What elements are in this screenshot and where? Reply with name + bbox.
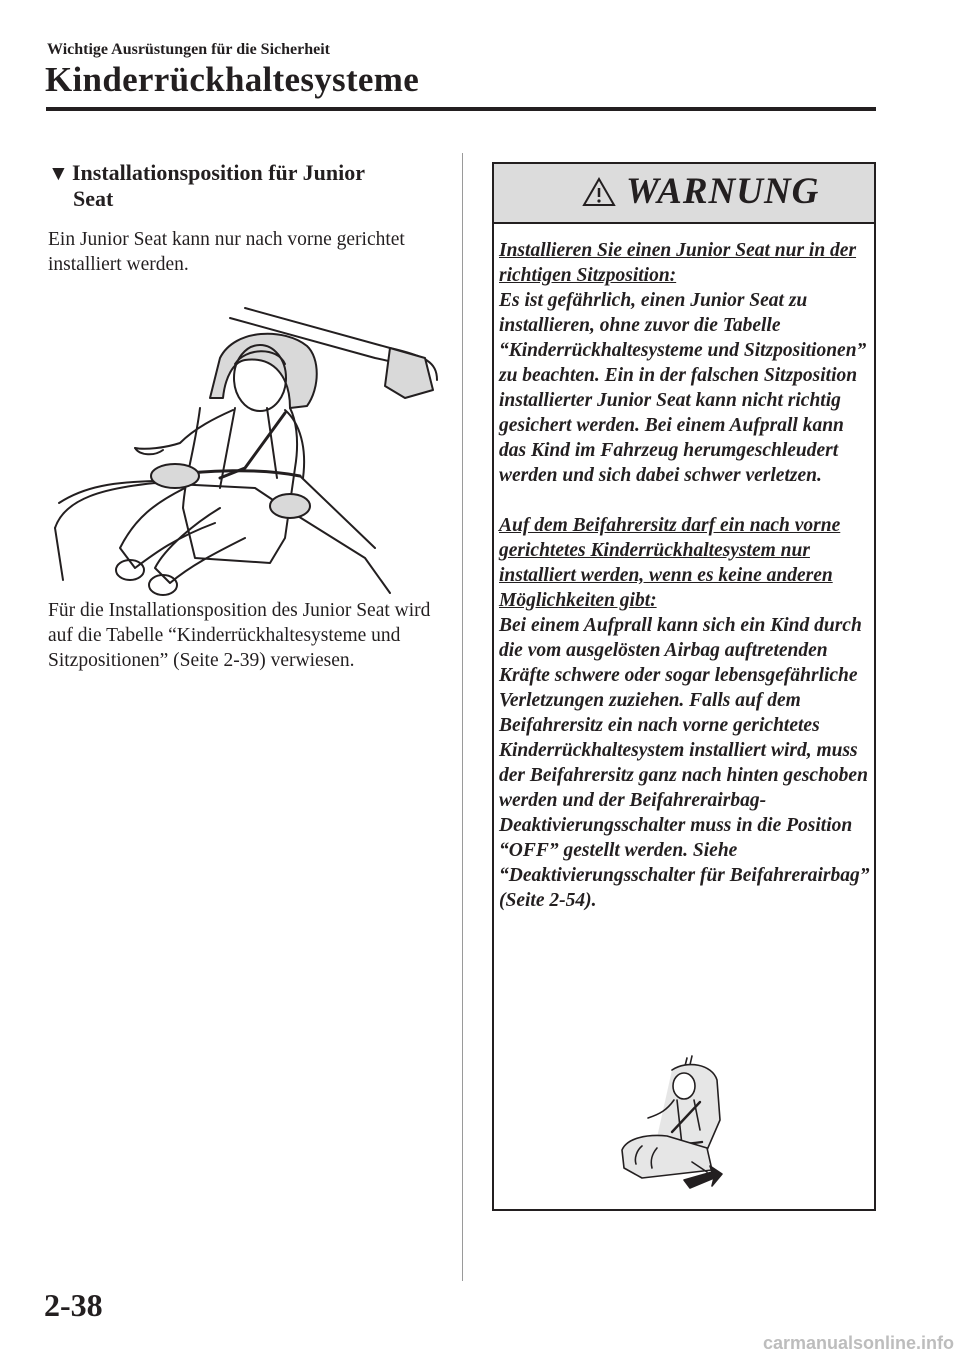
sub-heading-line1: Installationsposition für Junior [72, 160, 366, 185]
intro-paragraph: Ein Junior Seat kann nur nach vorne gerichtet installiert werden. [48, 229, 405, 275]
page-number: 2-38 [44, 1287, 103, 1323]
warning-body [499, 238, 871, 913]
paragraph-gap [499, 488, 871, 513]
warning-text-2: Bei einem Aufprall kann sich ein Kind durch die vom ausgelösten Airbag auftretenden Kräfte schwere oder sogar lebensgefährliche Verletzungen zuziehen. Falls auf dem Beifahrersitz ein nach vorne gerichtetes Kinderrückhaltesystem installiert wird, muss der Beifahrersitz ganz nach hinten geschoben werden und der Beifahrerairbag-Deaktivierungsschalter muss in die Position “OFF” gestellt werden. Siehe “Deaktivierungsschalter für Beifahrerairbag” (Seite 2-54). [499, 615, 870, 911]
warning-triangle-icon [582, 177, 616, 207]
warning-text-1: Es ist gefährlich, einen Junior Seat zu installieren, ohne zuvor die Tabelle “Kinderrückhaltesysteme und Sitzpositionen” zu beachten. Ein in der falschen Sitzposition installierter Junior Seat kann nicht richtig gesichert werden. Bei einem Aufprall kann das Kind im Fahrzeug herumgeschleudert werden und sich dabei schwer verletzen. [499, 290, 867, 486]
column-divider [462, 153, 463, 1281]
down-triangle-icon: ▼ [48, 161, 69, 185]
sub-heading [48, 160, 448, 212]
warning-lead-2: Auf dem Beifahrersitz darf ein nach vorne gerichtetes Kinderrückhaltesystem nur installiert werden, wenn es keine anderen Möglichkeiten gibt: [499, 515, 841, 611]
warning-lead-1: Installieren Sie einen Junior Seat nur in der richtigen Sitzposition: [499, 240, 857, 286]
watermark: carmanualsonline.info [762, 1333, 954, 1353]
warning-title: WARNUNG [626, 171, 820, 212]
sub-heading-line2: Seat [73, 186, 114, 211]
child-seat-small-illustration [612, 1050, 742, 1200]
page-title: Kinderrückhaltesysteme [45, 60, 420, 99]
reference-paragraph: Für die Installationsposition des Junior Seat wird auf die Tabelle “Kinderrückhaltesysteme und Sitzpositionen” (Seite 2-39) verwiesen. [48, 600, 431, 671]
junior-seat-illustration [45, 298, 440, 598]
title-rule [46, 107, 876, 111]
warning-header [494, 164, 874, 224]
section-kicker: Wichtige Ausrüstungen für die Sicherheit [47, 41, 330, 58]
